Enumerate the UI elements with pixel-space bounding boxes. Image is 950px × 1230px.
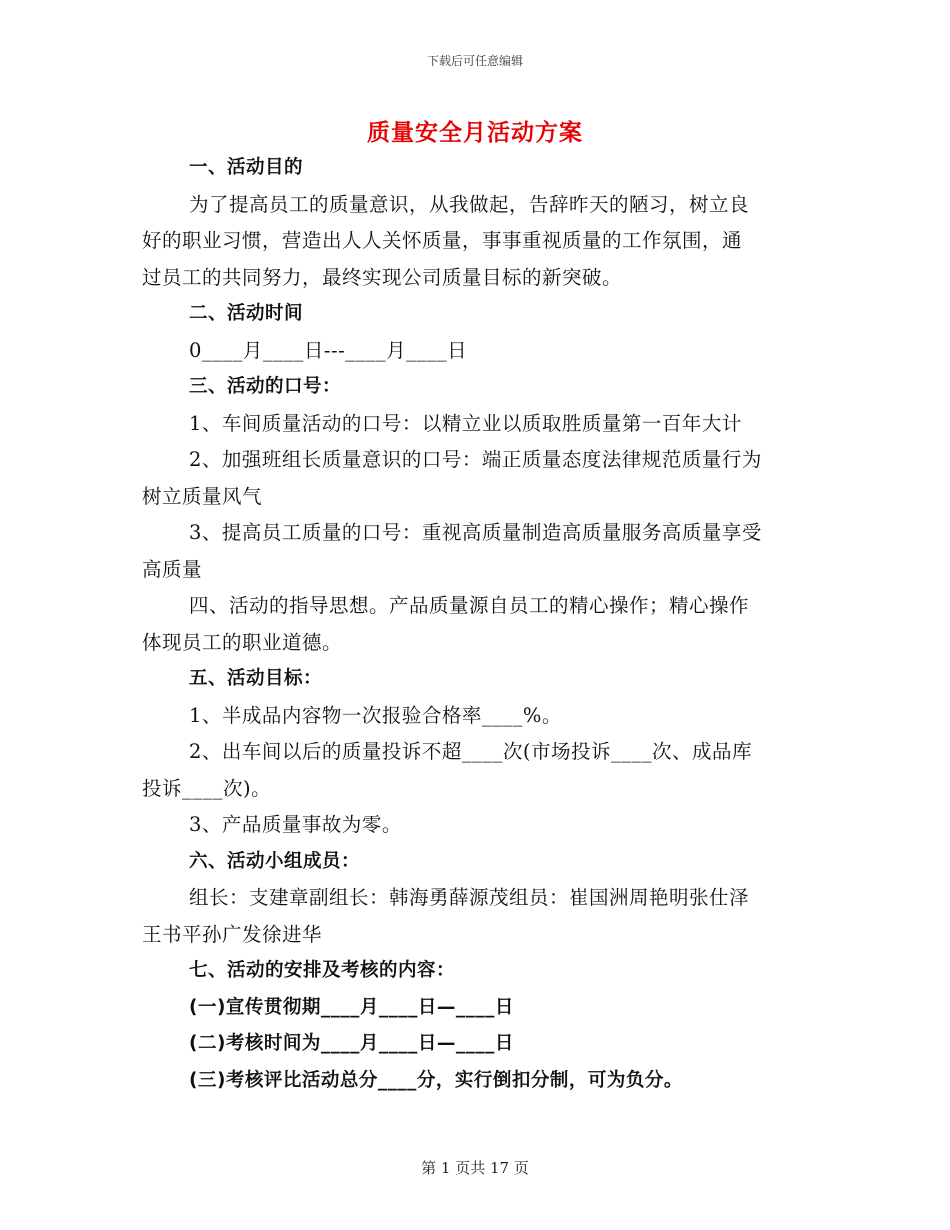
text-line: 体现员工的职业道德。: [142, 630, 343, 654]
text-line: 投诉____次)。: [142, 776, 272, 800]
text-line: 3、产品质量事故为零。: [189, 813, 402, 836]
text-line: 0____月____日---____月____日: [189, 338, 468, 362]
text-line: 1、半成品内容物一次报验合格率____%。: [189, 703, 562, 727]
text-line: 1、车间质量活动的口号：以精立业以质取胜质量第一百年大计: [189, 411, 742, 435]
text-line: 二、活动时间: [189, 303, 304, 324]
text-line: 四、活动的指导思想。产品质量源自员工的精心操作；精心操作: [189, 594, 750, 617]
page-header-note: 下载后可任意编辑: [426, 54, 523, 68]
text-line: 为了提高员工的质量意识，从我做起，告辞昨天的陋习，树立良: [189, 192, 750, 216]
text-line: 三、活动的口号：: [189, 376, 342, 397]
text-line: 2、出车间以后的质量投诉不超____次(市场投诉____次、成品库: [189, 740, 753, 763]
document-title: 质量安全月活动方案: [367, 120, 583, 146]
text-line: 高质量: [142, 557, 203, 581]
text-line: 好的职业习惯，营造出人人关怀质量，事事重视质量的工作氛围，通: [142, 229, 743, 252]
text-line: 树立质量风气: [142, 484, 263, 508]
text-line: 王书平孙广发徐进华: [142, 922, 323, 946]
text-line: 过员工的共同努力，最终实现公司质量目标的新突破。: [142, 265, 623, 289]
text-line: 组长：支建章副组长：韩海勇薛源茂组员：崔国洲周艳明张仕泽: [189, 886, 750, 909]
text-line: 七、活动的安排及考核的内容：: [189, 960, 456, 981]
page-footer-pagination: 第 1 页共 17 页: [421, 1159, 529, 1177]
text-line: (三)考核评比活动总分____分，实行倒扣分制，可为负分。: [189, 1069, 683, 1091]
text-line: 六、活动小组成员：: [189, 850, 361, 872]
text-line: 五、活动目标：: [189, 668, 323, 689]
text-line: (二)考核时间为____月____日—____日: [189, 1033, 514, 1054]
text-line: 2、加强班组长质量意识的口号：端正质量态度法律规范质量行为: [189, 448, 762, 471]
document-body: [142, 150, 812, 1099]
text-line: (一)宣传贯彻期____月____日—____日: [189, 996, 514, 1018]
text-line: 一、活动目的: [189, 157, 304, 178]
text-line: 3、提高员工质量的口号：重视高质量制造高质量服务高质量享受: [189, 521, 762, 544]
